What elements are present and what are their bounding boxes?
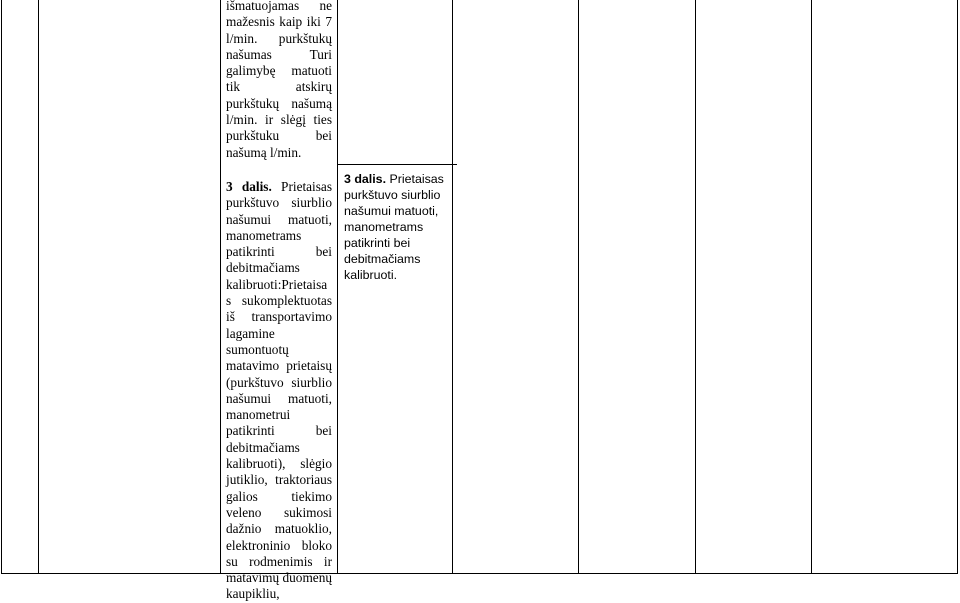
part-description: Prietaisas purkštuvo siurblio našumui matuoti, manometrams patikrinti bei debitmačiams kalibruoti:Prietaisa s sukomplektuotas iš transportavimo lagamine sumontuotų matavimo prietaisų (purkštuvo siurblio našumui matuoti, manometrui patikrinti bei debitmačiams kalibruoti), slėgio jutiklio, traktoriaus galios tiekimo veleno sukimosi dažnio matuoklio, elektroninio bloko su rodmenimis ir matavimų duomenų kaupikliu, bbox=[226, 178, 333, 602]
part-description: Prietaisas purkštuvo siurblio našumui matuoti, manometrams patikrinti bei debitmačiams kalibruoti. bbox=[344, 172, 444, 282]
table-border-left bbox=[1, 0, 2, 574]
part-label: 3 dalis. bbox=[226, 178, 272, 194]
part-label: 3 dalis. bbox=[344, 172, 387, 186]
column-divider bbox=[578, 0, 579, 574]
row-divider bbox=[337, 164, 457, 165]
spec-paragraph-continued: išmatuojamas ne mažesnis kaip iki 7 l/min. purkštukų našumas Turi galimybę matuoti tik atskirų purkštukų našumą l/min. ir slėgį ties purkštuku bei našumą l/min. bbox=[226, 0, 332, 160]
column-divider bbox=[452, 0, 453, 574]
offer-paragraph-part3 bbox=[344, 171, 454, 283]
column-divider bbox=[811, 0, 812, 574]
column-divider bbox=[695, 0, 696, 574]
column-divider bbox=[38, 0, 39, 574]
column-divider bbox=[337, 0, 338, 574]
offer-cell bbox=[344, 171, 454, 283]
spec-paragraph-part3 bbox=[226, 179, 332, 603]
column-divider bbox=[220, 0, 221, 574]
spec-cell bbox=[226, 0, 332, 603]
table-border-right bbox=[957, 0, 958, 574]
